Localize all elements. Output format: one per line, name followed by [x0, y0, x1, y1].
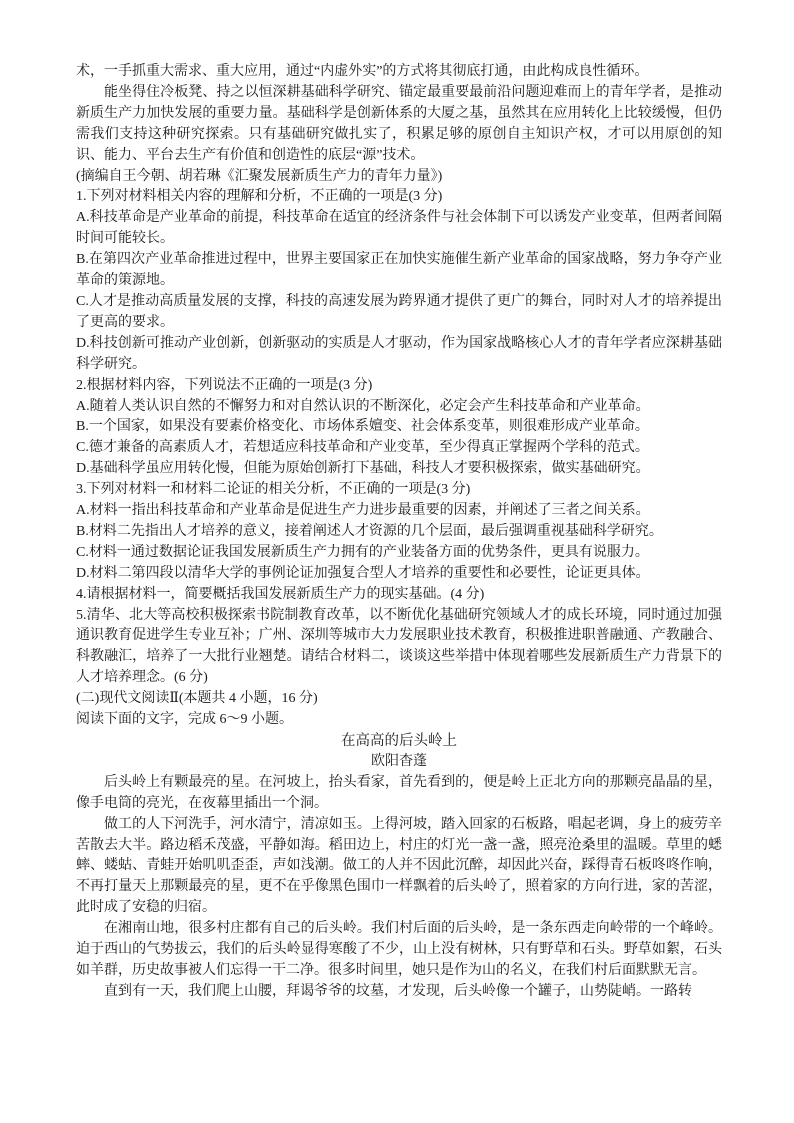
section-heading: (二)现代文阅读Ⅱ(本题共 4 小题，16 分): [76, 691, 318, 707]
question-stem: 1.下列对材料相关内容的理解和分析，不正确的一项是(3 分): [76, 189, 443, 205]
question-4: [76, 585, 722, 606]
option-a: A.随着人类认识自然的不懈努力和对自然认识的不断深化，必定会产生科技革命和产业革命。: [76, 398, 650, 414]
passage-line: 术，一手抓重大需求、重大应用，通过“内虚外实”的方式将其彻底打通，由此构成良性循环。: [76, 64, 649, 79]
option-a: A.科技革命是产业革命的前提，科技革命在适宜的经济条件与社会体制下可以诱发产业变革，但两者间隔时间可能较长。: [76, 210, 722, 247]
source-citation: (摘编自王今朝、胡若琳《汇聚发展新质生产力的青年力量》): [76, 168, 443, 184]
story-paragraph: 后头岭上有颗最亮的星。在河坡上，抬头看家，首先看到的，便是岭上正北方向的那颗亮晶晶的星，像手电筒的亮光，在夜幕里插出一个洞。: [76, 774, 722, 811]
passage-paragraph: 能坐得住冷板凳、持之以恒深耕基础科学研究、锚定最重要最前沿问题迎难而上的青年学者，是推动新质生产力加快发展的重要力量。基础科学是创新体系的大厦之基，虽然其在应用转化上比较缓慢，但仍需我们支持这种研究探索。只有基础研究做扎实了，积累足够的原创自主知识产权，才可以用原创的知识、能力、平台去生产有价值和创造性的底层“源”技术。: [76, 84, 722, 163]
question-1: [76, 187, 722, 375]
story-paragraph: 直到有一天，我们爬上山腰，拜谒爷爷的坟墓，才发现，后头岭像一个罐子，山势陡峭。一路转: [104, 983, 692, 999]
option-c: C.材料一通过数据论证我国发展新质生产力拥有的产业装备方面的优势条件，更具有说服力。: [76, 544, 649, 560]
section-instruction: 阅读下面的文字，完成 6～9 小题。: [76, 712, 293, 728]
question-5: [76, 606, 722, 690]
story-author: 欧阳杳蓬: [371, 753, 427, 769]
option-d: D.材料二第四段以清华大学的事例论证加强复合型人才培养的重要性和必要性，论证更具体。: [76, 565, 650, 581]
question-stem: 4.请根据材料一，简要概括我国发展新质生产力的现实基础。(4 分): [76, 586, 485, 602]
exam-page: [76, 62, 722, 1003]
option-c: C.德才兼备的高素质人才，若想适应科技革命和产业变革，至少得真正掌握两个学科的范式。: [76, 440, 649, 456]
option-d: D.基础科学虽应用转化慢，但能为原始创新打下基础，科技人才要积极探索，做实基础研究。: [76, 461, 650, 477]
question-stem: 2.根据材料内容，下列说法不正确的一项是(3 分): [76, 377, 373, 393]
story-title: 在高高的后头岭上: [341, 733, 457, 749]
question-stem: 5.清华、北大等高校积极探索书院制教育改革，以不断优化基础研究领域人才的成长环境，同时通过加强通识教育促进学生专业互补；广州、深圳等城市大力发展职业技术教育，积极推进职普融通、产教融合、科教融汇，培养了一大批行业翘楚。请结合材料二，谈谈这些举措中体现着哪些发展新质生产力背景下的人才培养理念。(6 分): [76, 607, 722, 686]
option-b: B.材料二先指出人才培养的意义，接着阐述人才资源的几个层面，最后强调重视基础科学研究。: [76, 523, 663, 539]
question-3: [76, 480, 722, 585]
option-c: C.人才是推动高质量发展的支撑，科技的高速发展为跨界通才提供了更广的舞台，同时对人才的培养提出了更高的要求。: [76, 293, 722, 330]
option-b: B.在第四次产业革命推进过程中，世界主要国家正在加快实施催生新产业革命的国家战略，努力争夺产业革命的策源地。: [76, 252, 722, 289]
option-a: A.材料一指出科技革命和产业革命是促进生产力进步最重要的因素，并阐述了三者之间关系。: [76, 503, 650, 519]
story-paragraph: 做工的人下河洗手，河水清宁，清凉如玉。上得河坡，踏入回家的石板路，唱起老调，身上的疲劳辛苦散去大半。路边稻禾茂盛，平静如海。稻田边上，村庄的灯光一盏一盏，照亮沧桑里的温暖。草里的蟋蟀、蝼蛄、青蛙开始叽叽歪歪，声如浅潮。做工的人并不因此沉醉，却因此兴奋，踩得青石板咚咚作响，不再打量天上那颗最亮的星，更不在乎像黑色围巾一样飘着的后头岭了，照着家的方向行进，家的苦涩，此时成了安稳的归宿。: [76, 816, 722, 916]
option-b: B.一个国家，如果没有要素价格变化、市场体系嬗变、社会体系变革，则很难形成产业革命。: [76, 419, 649, 435]
story-paragraph: 在湘南山地，很多村庄都有自己的后头岭。我们村后面的后头岭，是一条东西走向岭带的一个峰岭。迫于西山的气势拔云，我们的后头岭显得寒酸了不少，山上没有树林，只有野草和石头。野草如絮，石头如羊群，历史故事被人们忘得一干二净。很多时间里，她只是作为山的名义，在我们村后面默默无言。: [76, 921, 722, 978]
question-stem: 3.下列对材料一和材料二论证的相关分析，不正确的一项是(3 分): [76, 482, 471, 498]
option-d: D.科技创新可推动产业创新，创新驱动的实质是人才驱动，作为国家战略核心人才的青年学者应深耕基础科学研究。: [76, 335, 722, 372]
question-2: [76, 376, 722, 481]
